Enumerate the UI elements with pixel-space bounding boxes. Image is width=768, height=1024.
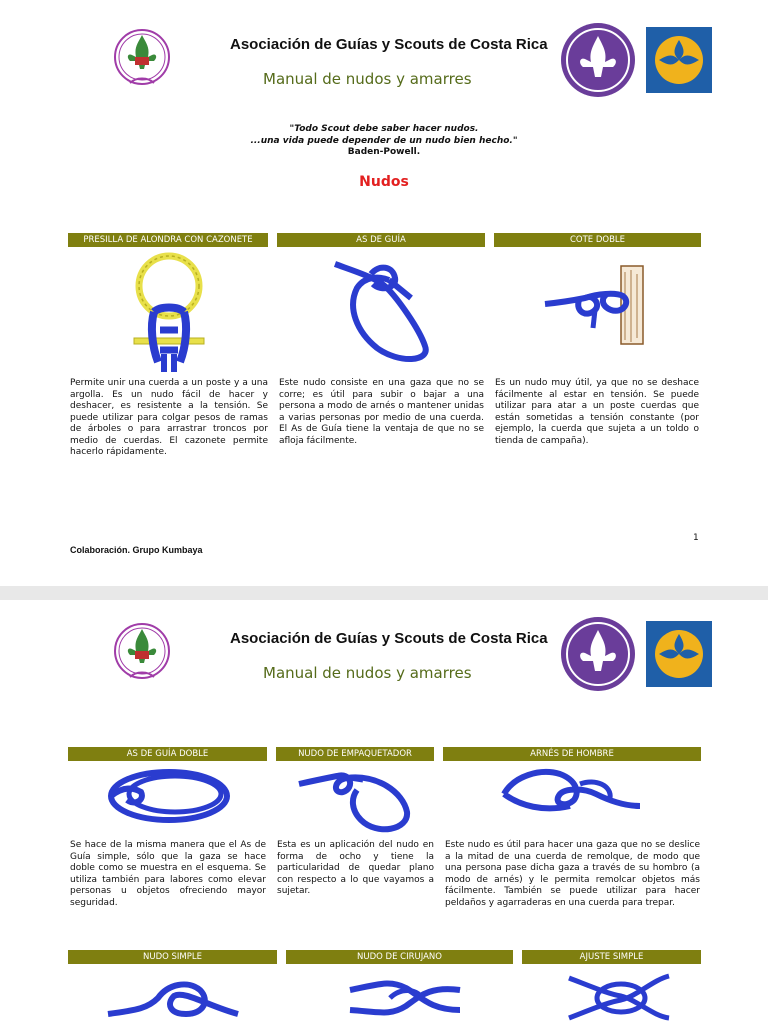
page-number: 1	[693, 533, 699, 543]
quote-line-1: "Todo Scout debe saber hacer nudos.	[289, 124, 479, 134]
knot-description-cote-doble: Es un nudo muy útil, ya que no se deshace fácilmente al estar en tensión. Se puede utilizar para atar a un poste cuerdas que están sometidas a tensión constante (por ejemplo, la cuerda que sujeta a un toldo o tienda de campaña).	[495, 378, 699, 446]
section-title: Nudos	[359, 174, 409, 190]
footer-credit: Colaboración. Grupo Kumbaya	[70, 545, 203, 555]
wagggs-logo	[646, 27, 712, 93]
page-separator	[0, 586, 768, 600]
manual-title: Manual de nudos y amarres	[263, 70, 472, 88]
as-de-guia-illustration	[327, 258, 433, 368]
wosm-logo	[560, 22, 636, 98]
knot-description-nudo-empaquetador: Esta es un aplicación del nudo en forma de ocho y tiene la particularidad de quedar plano con respecto a lo que vayamos a sujetar.	[277, 840, 434, 896]
knot-description-arnes-de-hombre: Este nudo es útil para hacer una gaza que no se deslice a la mitad de una cuerda de remolque, de modo que una persona pase dicha gaza a través de su hombro (a modo de arnés) y le permita remolcar objetos más fácilmente. También se puede utilizar para hacer peldaños y agarraderas en una cuerda para trepar.	[445, 840, 700, 908]
knot-header-nudo-de-cirujano: NUDO DE CIRUJANO	[286, 950, 513, 964]
knot-header-cote-doble: COTE DOBLE	[494, 233, 701, 247]
cote-doble-illustration	[545, 262, 649, 346]
knot-header-as-de-guia-doble: AS DE GUÍA DOBLE	[68, 747, 267, 761]
quote-author: Baden-Powell.	[347, 147, 421, 157]
wagggs-logo	[646, 621, 712, 687]
knot-header-nudo-simple: NUDO SIMPLE	[68, 950, 277, 964]
wosm-logo	[560, 616, 636, 692]
org-title: Asociación de Guías y Scouts de Costa Rica	[230, 630, 548, 647]
quote-line-2: ...una vida puede depender de un nudo bien hecho."	[250, 136, 518, 146]
presilla-knot-illustration	[128, 250, 210, 374]
knot-header-presilla: PRESILLA DE ALONDRA CON CAZONETE	[68, 233, 268, 247]
knot-description-as-de-guia: Este nudo consiste en una gaza que no se corre; es útil para subir o bajar a una persona a modo de arnés o mantener unidas a varias personas por medio de una cuerda. El As de Guía tiene la ventaja de que no se afloja fácilmente.	[279, 378, 484, 446]
scouts-cr-logo	[112, 27, 172, 91]
knot-header-as-de-guia: AS DE GUÍA	[277, 233, 485, 247]
nudo-de-cirujano-illustration	[350, 970, 460, 1024]
nudo-simple-illustration	[108, 970, 238, 1024]
knot-header-nudo-empaquetador: NUDO DE EMPAQUETADOR	[276, 747, 434, 761]
ajuste-simple-illustration	[565, 968, 675, 1024]
nudo-empaquetador-illustration	[297, 766, 413, 838]
org-title: Asociación de Guías y Scouts de Costa Rica	[230, 36, 548, 53]
as-de-guia-doble-illustration	[105, 766, 233, 826]
knot-header-ajuste-simple: AJUSTE SIMPLE	[522, 950, 701, 964]
knot-description-as-de-guia-doble: Se hace de la misma manera que el As de Guía simple, sólo que la gaza se hace doble como se muestra en el esquema. Se utiliza también para labores como elevar personas u objetos ofreciendo mayor seguridad.	[70, 840, 266, 908]
manual-title: Manual de nudos y amarres	[263, 664, 472, 682]
knot-header-arnes-de-hombre: ARNÉS DE HOMBRE	[443, 747, 701, 761]
scouts-cr-logo	[112, 621, 172, 685]
knot-description-presilla: Permite unir una cuerda a un poste y a una argolla. Es un nudo fácil de hacer y deshacer, es resistente a la tensión. Se puede utilizar para colgar pesos de ramas de árboles o para arrastrar troncos por medio de cuerdas. El cazonete permite hacerlo rápidamente.	[70, 378, 268, 457]
arnes-de-hombre-illustration	[500, 766, 644, 816]
